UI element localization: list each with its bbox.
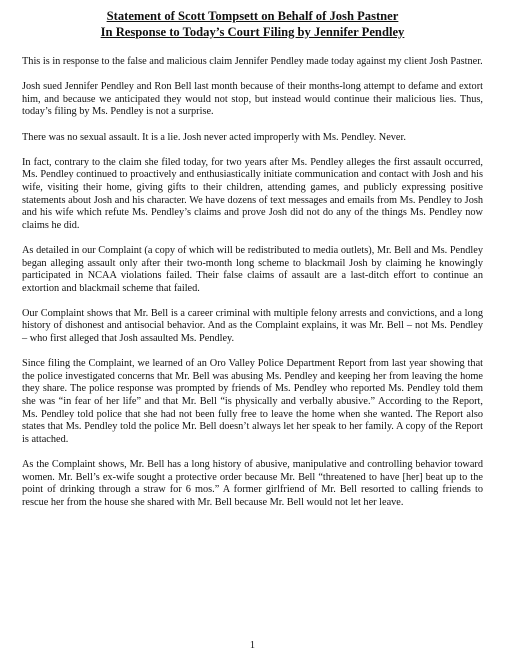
document-title (22, 8, 483, 40)
title-line-2: In Response to Today’s Court Filing by Jennifer Pendley (100, 25, 405, 39)
paragraph-4: In fact, contrary to the claim she filed today, for two years after Ms. Pendley alleges the first assault occurred, Ms. Pendley continued to proactively and enthusiastically initiate communication and contact with Josh and his wife, visiting their home, giving gifts to their children, attending games, and publicly expressing positive statements about Josh and his character. We have dozens of text messages and emails from Ms. Pendley to Josh and his wife which refute Ms. Pendley’s claims and prove Josh did not do any of the things Ms. Pendley now claims he did. (22, 156, 483, 231)
paragraph-1: This is in response to the false and malicious claim Jennifer Pendley made today against my client Josh Pastner. (22, 56, 483, 67)
paragraph-6: Our Complaint shows that Mr. Bell is a career criminal with multiple felony arrests and convictions, and a long history of dishonest and antisocial behavior. And as the Complaint explains, it was Mr. Bell – not Ms. Pendley – who first alleged that Josh assaulted Ms. Pendley. (22, 307, 483, 345)
paragraph-3: There was no sexual assault. It is a lie. Josh never acted improperly with Ms. Pendley. Never. (22, 131, 406, 143)
paragraph-8: As the Complaint shows, Mr. Bell has a long history of abusive, manipulative and controlling behavior toward women. Mr. Bell’s ex-wife sought a protective order because Mr. Bell “threatened to have [her] beat up to the point of drinking through a straw for 6 mos.” A former girlfriend of Mr. Bell resorted to calling friends to rescue her from the house she shared with Mr. Bell because Mr. Bell would not let her leave. (22, 459, 483, 508)
paragraph-2: Josh sued Jennifer Pendley and Ron Bell last month because of their months-long attempt to defame and extort him, and because we anticipated they would not stop, but instead would continue their malicious lies. Thus, today’s filing by Ms. Pendley is not a surprise. (22, 81, 483, 118)
title-line-1: Statement of Scott Tompsett on Behalf of Josh Pastner (106, 9, 399, 23)
page-number: 1 (249, 640, 256, 651)
paragraph-7: Since filing the Complaint, we learned of an Oro Valley Police Department Report from last year showing that the police investigated concerns that Mr. Bell was abusing Ms. Pendley and keeping her from leaving the home they share. The police response was prompted by friends of Ms. Pendley who reported Ms. Pendley told them she was “in fear of her life” and that Mr. Bell “is physically and verbally abusive.” According to the Report, Ms. Pendley told police that she had not been fully free to leave the home when she wanted. The Report also states that Ms. Pendley told the police Mr. Bell doesn’t always let her speak to her family. A copy of the Report is attached. (22, 358, 483, 445)
paragraph-5: As detailed in our Complaint (a copy of which will be redistributed to media outlets), Mr. Bell and Ms. Pendley began alleging assault only after their two-month long scheme to blackmail Josh by claiming he knowingly participated in NCAA violations failed. Their false claims of assault are a last-ditch effort to continue an extortion and blackmail scheme that failed. (22, 244, 483, 294)
